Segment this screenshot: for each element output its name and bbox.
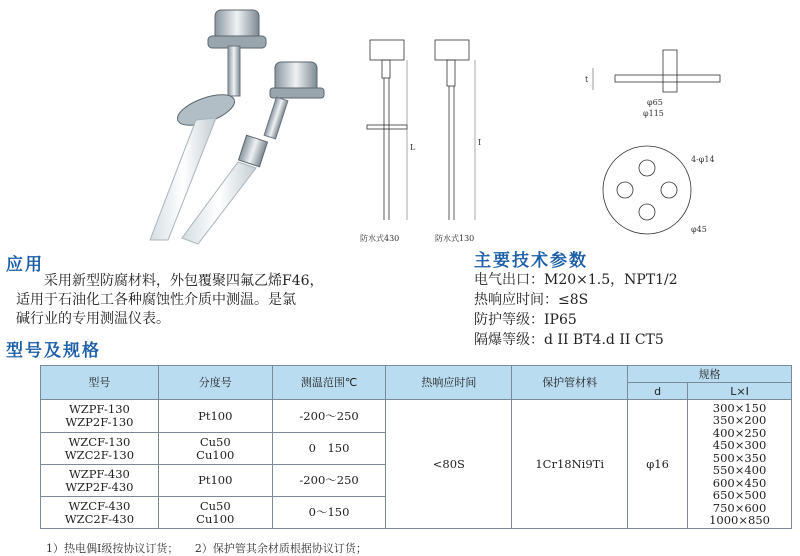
application-body: [16, 272, 446, 329]
flange-drawing: [585, 40, 725, 240]
cell-range: 0～150: [272, 497, 386, 529]
cell-grade: Pt100: [158, 400, 272, 433]
cell-grade: Cu50 Cu100: [158, 433, 272, 465]
tech-line: 热响应时间：≤8S: [474, 292, 589, 308]
application-line: 适用于石油化工各种腐蚀性介质中测温。是氯: [16, 292, 296, 308]
dim-l-right: I: [478, 138, 482, 147]
cell-material: 1Cr18Ni9Ti: [512, 400, 628, 529]
dim-d115: φ115: [643, 109, 664, 118]
model-section-title: 型号及规格: [6, 341, 101, 361]
dim-4-d14: 4-φ14: [691, 155, 715, 164]
tech-line: 防护等级：IP65: [474, 312, 577, 328]
header-range: 测温范围℃: [272, 366, 386, 400]
tech-line: 电气出口：M20×1.5，NPT1/2: [474, 272, 678, 288]
dim-d65: φ65: [647, 98, 663, 107]
installation-drawings: [355, 30, 505, 245]
cell-model: WZPF-130 WZP2F-130: [41, 400, 159, 433]
dim-t: t: [585, 75, 589, 84]
dim-l-left: L: [410, 143, 416, 152]
header-model: 型号: [41, 366, 159, 400]
table-row: [41, 400, 792, 433]
cell-d: φ16: [628, 400, 688, 529]
caption-430: 防水式430: [360, 234, 400, 243]
application-title: 应用: [6, 255, 44, 275]
application-line: 碱行业的专用测温仪表。: [16, 311, 170, 327]
cell-grade: Pt100: [158, 465, 272, 497]
cell-model: WZCF-130 WZC2F-130: [41, 433, 159, 465]
footnote: 1）热电偶I级按协议订货； 2）保护管其余材质根据协议订货；: [46, 542, 367, 555]
cell-range: 0 150: [272, 433, 386, 465]
tech-title: 主要技术参数: [474, 251, 588, 271]
cell-sizes: 300×150 350×200 400×250 450×300 500×350 550×400 600×450 650×500 750×600 1000×850: [688, 400, 792, 529]
cell-range: -200～250: [272, 465, 386, 497]
header-spec: 规格: [628, 366, 792, 383]
tech-list: [474, 270, 678, 350]
application-line: 采用新型防腐材料，外包覆聚四氟乙烯F46，: [44, 273, 324, 289]
header-grade: 分度号: [158, 366, 272, 400]
cell-range: -200～250: [272, 400, 386, 433]
cell-grade: Cu50 Cu100: [158, 497, 272, 529]
header-lxi: L×I: [688, 383, 792, 400]
header-response: 热响应时间: [386, 366, 512, 400]
dim-d45: φ45: [691, 225, 707, 234]
cell-model: WZPF-430 WZP2F-430: [41, 465, 159, 497]
caption-130: 防水式130: [435, 234, 475, 243]
header-d: d: [628, 383, 688, 400]
cell-response: <80S: [386, 400, 512, 529]
header-material: 保护管材料: [512, 366, 628, 400]
product-photo: [120, 0, 335, 250]
tech-line: 隔爆等级：d II BT4.d II CT5: [474, 332, 664, 348]
spec-table: [40, 365, 792, 529]
table-header-row: [41, 366, 792, 383]
cell-model: WZCF-430 WZC2F-430: [41, 497, 159, 529]
